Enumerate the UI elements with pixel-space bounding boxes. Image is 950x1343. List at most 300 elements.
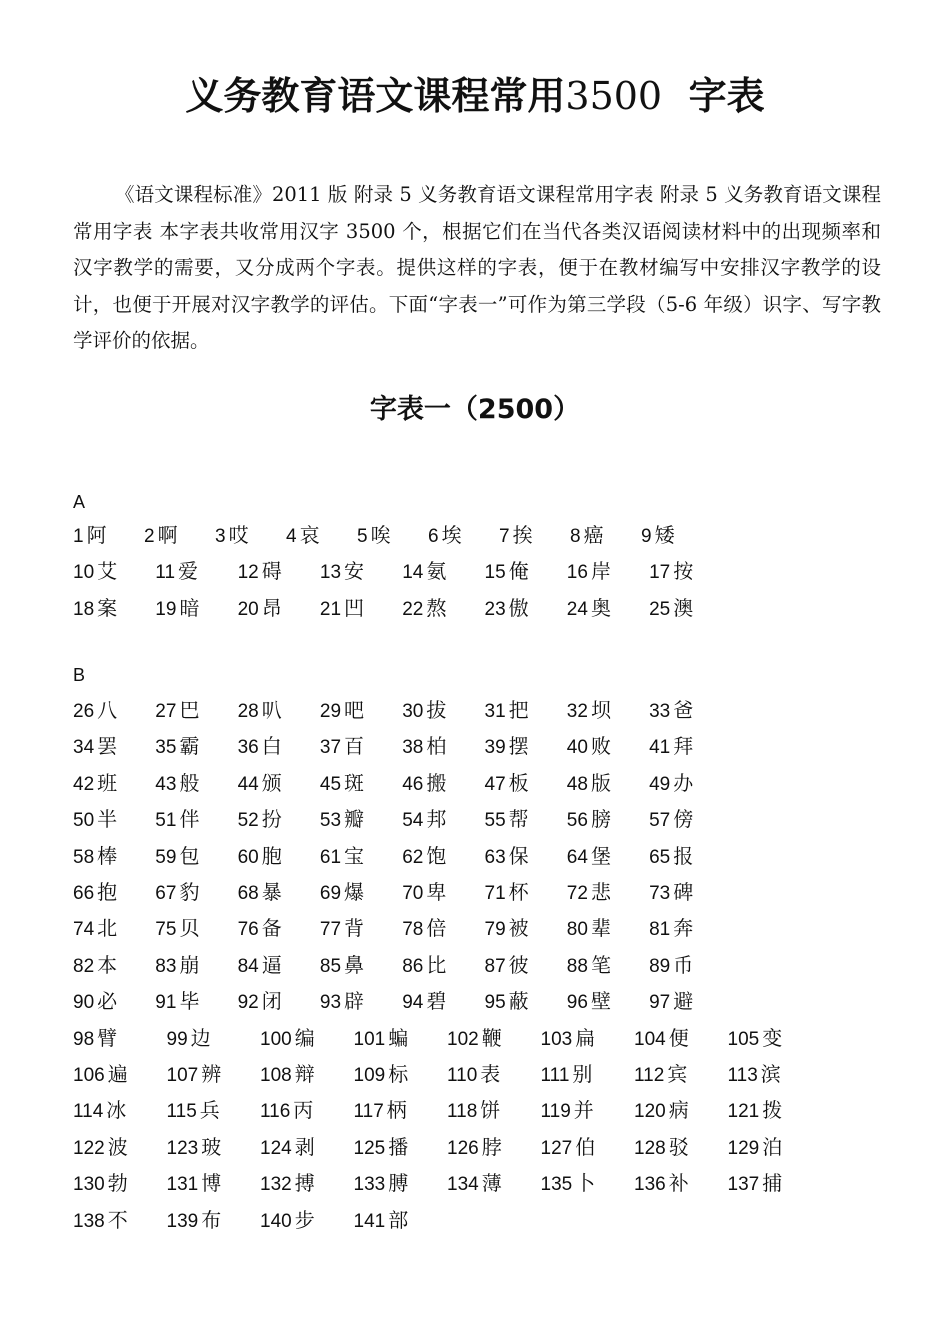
entry-number: 36	[237, 737, 259, 759]
entry-character: 辩	[294, 1062, 315, 1086]
entry-number: 109	[353, 1065, 386, 1086]
entry-number: 13	[319, 562, 342, 584]
character-entry	[238, 913, 282, 945]
entry-number: 97	[649, 992, 671, 1014]
entry-character: 笔	[590, 952, 611, 977]
entry-number: 33	[649, 701, 671, 722]
entry-character: 凹	[344, 595, 365, 620]
entry-number: 1	[73, 526, 84, 547]
entry-character: 伴	[179, 807, 200, 832]
entry-number: 103	[540, 1028, 573, 1050]
character-entry	[73, 1132, 128, 1164]
entry-character: 贝	[179, 916, 200, 941]
entry-character: 饼	[480, 1098, 501, 1123]
entry-number: 31	[484, 701, 506, 722]
character-entry	[402, 804, 446, 836]
character-entry	[73, 841, 117, 873]
entry-character: 保	[508, 843, 529, 868]
entry-number: 7	[499, 526, 510, 547]
entry-character: 摆	[508, 734, 529, 759]
entry-character: 叭	[261, 698, 282, 722]
entry-character: 不	[107, 1207, 128, 1232]
entry-character: 壁	[590, 989, 611, 1014]
character-entry	[155, 695, 199, 727]
character-entry	[238, 556, 282, 588]
entry-number: 44	[237, 773, 259, 795]
entry-character: 吧	[344, 698, 365, 722]
entry-character: 暴	[261, 880, 282, 904]
character-entry	[320, 768, 364, 800]
section-letter-b: B	[73, 665, 86, 685]
character-entry	[73, 1205, 128, 1237]
entry-character: 搏	[294, 1171, 315, 1196]
character-entry	[634, 1168, 689, 1200]
entry-number: 21	[319, 598, 342, 620]
entry-number: 125	[353, 1137, 386, 1159]
entry-number: 126	[447, 1137, 479, 1159]
entry-character: 便	[668, 1025, 689, 1050]
entry-character: 爆	[344, 880, 365, 904]
character-entry	[238, 593, 282, 625]
character-entry	[649, 804, 693, 836]
entry-number: 95	[484, 992, 506, 1014]
character-entry	[649, 986, 693, 1018]
entry-number: 23	[484, 598, 506, 620]
entry-character: 勃	[107, 1171, 128, 1196]
entry-character: 步	[294, 1207, 315, 1232]
character-entry	[402, 556, 446, 588]
character-entry	[728, 1095, 783, 1127]
character-entry	[320, 731, 364, 763]
character-entry	[485, 804, 529, 836]
character-entry	[238, 986, 282, 1018]
entry-number: 16	[566, 562, 588, 584]
entry-number: 49	[649, 773, 671, 795]
character-entry	[155, 593, 199, 625]
character-entry	[260, 1132, 315, 1164]
character-entry	[634, 1023, 689, 1055]
entry-number: 101	[353, 1028, 386, 1050]
entry-character: 胞	[261, 843, 282, 868]
entry-character: 波	[107, 1134, 128, 1159]
character-entry	[354, 1205, 409, 1237]
entry-character: 霸	[179, 734, 200, 759]
character-entry	[485, 986, 529, 1018]
entry-number: 41	[649, 737, 671, 759]
character-entry	[485, 768, 529, 800]
entry-number: 48	[566, 773, 588, 795]
character-entry	[649, 913, 693, 945]
entry-number: 124	[260, 1137, 292, 1159]
entry-number: 89	[649, 955, 671, 977]
character-entry	[567, 913, 611, 945]
entry-character: 瓣	[344, 807, 365, 832]
entry-character: 奔	[673, 916, 694, 941]
entry-number: 130	[73, 1174, 105, 1196]
character-entry	[567, 986, 611, 1018]
entry-character: 抱	[97, 880, 118, 904]
entry-number: 9	[641, 526, 652, 547]
entry-character: 安	[344, 559, 365, 584]
entry-character: 氨	[426, 559, 447, 584]
entry-character: 备	[261, 916, 282, 941]
entry-number: 80	[566, 919, 588, 941]
entry-number: 141	[353, 1210, 386, 1232]
character-entry	[320, 695, 364, 727]
entry-number: 34	[73, 737, 95, 759]
character-entry	[567, 731, 611, 763]
entry-number: 56	[566, 810, 588, 832]
entry-number: 20	[237, 598, 259, 620]
entry-number: 133	[353, 1174, 386, 1196]
entry-number: 129	[727, 1137, 760, 1159]
entry-number: 62	[402, 846, 424, 868]
character-entry	[485, 556, 529, 588]
character-entry	[155, 841, 199, 873]
character-entry	[320, 804, 364, 836]
entry-number: 65	[649, 846, 671, 868]
character-entry	[485, 695, 529, 727]
entry-number: 8	[570, 526, 581, 547]
entry-number: 35	[155, 737, 177, 759]
entry-character: 邦	[426, 807, 447, 832]
entry-character: 碑	[673, 880, 694, 904]
entry-number: 63	[484, 846, 506, 868]
character-entry	[541, 1095, 594, 1127]
entry-character: 阿	[86, 523, 107, 547]
entry-number: 128	[634, 1137, 666, 1159]
entry-number: 51	[155, 810, 177, 832]
entry-character: 饱	[426, 843, 447, 868]
entry-character: 薄	[481, 1171, 502, 1196]
entry-number: 47	[484, 773, 506, 795]
entry-number: 4	[286, 526, 297, 547]
entry-character: 办	[673, 770, 694, 795]
entry-number: 119	[540, 1101, 571, 1123]
entry-character: 卜	[575, 1171, 596, 1196]
entry-character: 闭	[261, 989, 282, 1014]
entry-number: 24	[566, 598, 588, 620]
entry-number: 61	[319, 846, 342, 868]
character-entry	[167, 1205, 222, 1237]
entry-character: 爸	[673, 698, 694, 722]
entry-number: 102	[447, 1028, 479, 1050]
character-entry	[320, 593, 364, 625]
character-entry	[260, 1168, 315, 1200]
entry-character: 斑	[344, 770, 365, 795]
character-entry	[73, 556, 117, 588]
character-entry	[73, 593, 117, 625]
character-entry	[73, 950, 117, 982]
entry-number: 81	[649, 919, 671, 941]
entry-character: 暗	[179, 595, 200, 620]
character-entry	[354, 1059, 409, 1091]
entry-number: 105	[727, 1028, 760, 1050]
entry-number: 71	[484, 883, 506, 904]
entry-number: 87	[484, 955, 506, 977]
entry-number: 57	[649, 810, 671, 832]
character-entry	[155, 986, 199, 1018]
entry-number: 106	[73, 1065, 105, 1086]
entry-character: 挨	[512, 523, 533, 547]
entry-number: 42	[73, 773, 95, 795]
character-entry	[73, 1059, 128, 1091]
character-entry	[286, 520, 320, 552]
entry-character: 搬	[426, 770, 447, 795]
entry-character: 癌	[583, 523, 604, 547]
character-entry	[155, 877, 199, 909]
character-entry	[238, 768, 282, 800]
character-entry	[73, 1095, 126, 1127]
entry-number: 39	[484, 737, 506, 759]
entry-character: 脖	[481, 1134, 502, 1159]
entry-character: 百	[344, 734, 365, 759]
character-entry	[541, 1132, 596, 1164]
entry-number: 93	[319, 992, 342, 1014]
entry-character: 拜	[673, 734, 694, 759]
character-entry	[649, 768, 693, 800]
character-entry	[238, 804, 282, 836]
entry-character: 蔽	[508, 989, 529, 1014]
character-entry	[73, 1023, 117, 1055]
character-entry	[167, 1023, 211, 1055]
entry-character: 岸	[590, 559, 611, 584]
entry-character: 昂	[261, 595, 282, 620]
character-entry	[238, 695, 282, 727]
entry-character: 病	[668, 1098, 689, 1123]
entry-number: 28	[237, 701, 259, 722]
entry-number: 83	[155, 955, 177, 977]
entry-number: 25	[649, 598, 671, 620]
entry-number: 98	[73, 1028, 95, 1050]
entry-character: 傍	[673, 807, 694, 832]
character-entry	[155, 913, 199, 945]
entry-character: 颁	[261, 770, 282, 795]
entry-number: 67	[155, 883, 177, 904]
entry-character: 把	[508, 698, 529, 722]
entry-character: 别	[572, 1062, 593, 1086]
entry-character: 臂	[97, 1025, 118, 1050]
entry-number: 117	[353, 1101, 384, 1123]
character-entry	[447, 1132, 502, 1164]
entry-character: 并	[573, 1098, 594, 1123]
character-entry	[567, 804, 611, 836]
entry-number: 138	[73, 1210, 105, 1232]
entry-character: 背	[344, 916, 365, 941]
character-entry	[402, 768, 446, 800]
entry-number: 135	[540, 1174, 573, 1196]
entry-number: 3	[215, 526, 226, 547]
character-entry	[634, 1059, 687, 1091]
character-entry	[570, 520, 604, 552]
character-entry	[485, 913, 529, 945]
entry-character: 表	[480, 1062, 501, 1086]
character-entry	[641, 520, 675, 552]
character-entry	[485, 593, 529, 625]
entry-character: 哎	[228, 523, 249, 547]
entry-number: 29	[319, 701, 342, 722]
entry-character: 玻	[201, 1134, 222, 1159]
entry-number: 132	[260, 1174, 292, 1196]
entry-number: 30	[402, 701, 424, 722]
document-title	[0, 68, 950, 124]
character-entry	[260, 1205, 315, 1237]
entry-character: 必	[97, 989, 118, 1014]
character-entry	[73, 695, 117, 727]
character-entry	[238, 877, 282, 909]
entry-number: 86	[402, 955, 424, 977]
entry-character: 熬	[426, 595, 447, 620]
entry-character: 剥	[294, 1134, 315, 1159]
entry-character: 博	[201, 1171, 222, 1196]
entry-character: 标	[388, 1062, 409, 1086]
character-entry	[428, 520, 462, 552]
entry-number: 19	[155, 598, 177, 620]
character-entry	[728, 1023, 783, 1055]
entry-character: 半	[97, 807, 118, 832]
entry-number: 120	[634, 1101, 666, 1123]
entry-number: 104	[634, 1028, 666, 1050]
entry-character: 艾	[97, 559, 118, 584]
character-entry	[155, 556, 198, 588]
entry-number: 17	[649, 562, 671, 584]
character-entry	[402, 950, 446, 982]
character-entry	[354, 1095, 407, 1127]
entry-number: 2	[144, 526, 155, 547]
entry-character: 案	[97, 595, 118, 620]
entry-number: 72	[566, 883, 588, 904]
character-entry	[320, 950, 364, 982]
entry-number: 115	[166, 1101, 197, 1123]
entry-character: 杯	[508, 880, 529, 904]
entry-number: 70	[402, 883, 424, 904]
entry-number: 107	[166, 1065, 199, 1086]
entry-character: 板	[508, 770, 529, 795]
entry-character: 膊	[388, 1171, 409, 1196]
entry-character: 编	[294, 1025, 315, 1050]
entry-character: 矮	[654, 523, 675, 547]
title-number: 3500	[565, 74, 663, 118]
character-entry	[567, 950, 611, 982]
entry-character: 捕	[762, 1171, 783, 1196]
entry-character: 丙	[293, 1098, 314, 1123]
entry-character: 伯	[575, 1134, 596, 1159]
entry-number: 66	[73, 883, 95, 904]
character-entry	[260, 1095, 313, 1127]
character-entry	[402, 877, 446, 909]
character-entry	[447, 1059, 500, 1091]
character-entry	[499, 520, 533, 552]
entry-number: 11	[155, 562, 176, 584]
entry-number: 14	[402, 562, 424, 584]
entry-number: 94	[402, 992, 424, 1014]
character-entry	[73, 804, 117, 836]
character-entry	[320, 986, 364, 1018]
character-entry	[73, 1168, 128, 1200]
entry-character: 驳	[668, 1134, 689, 1159]
entry-number: 79	[484, 919, 506, 941]
entry-number: 74	[73, 919, 95, 941]
character-entry	[567, 877, 611, 909]
entry-character: 帮	[508, 807, 529, 832]
entry-number: 27	[155, 701, 177, 722]
entry-character: 泊	[762, 1134, 783, 1159]
entry-number: 113	[727, 1065, 758, 1086]
table-title: 字表一（2500）	[369, 394, 581, 425]
title-suffix: 字表	[688, 74, 765, 118]
entry-number: 96	[566, 992, 588, 1014]
character-entry	[320, 841, 364, 873]
character-entry	[167, 1095, 220, 1127]
character-entry	[167, 1132, 222, 1164]
entry-character: 遍	[107, 1062, 128, 1086]
entry-number: 127	[540, 1137, 573, 1159]
character-entry	[238, 950, 282, 982]
character-entry	[728, 1132, 783, 1164]
entry-character: 变	[762, 1025, 783, 1050]
entry-character: 辈	[590, 916, 611, 941]
entry-number: 110	[447, 1065, 478, 1086]
entry-number: 116	[260, 1101, 291, 1123]
character-entry	[567, 695, 611, 727]
entry-number: 53	[319, 810, 342, 832]
character-entry	[144, 520, 178, 552]
entry-number: 112	[634, 1065, 665, 1086]
character-entry	[155, 731, 199, 763]
character-entry	[541, 1168, 596, 1200]
character-entry	[357, 520, 391, 552]
entry-number: 32	[566, 701, 588, 722]
entry-number: 45	[319, 773, 342, 795]
entry-number: 91	[155, 992, 177, 1014]
entry-number: 134	[447, 1174, 479, 1196]
intro-paragraph: 《语文课程标准》2011 版 附录 5 义务教育语文课程常用字表 附录 5 义务教育语文课程常用字表 本字表共收常用汉字 3500 个，根据它们在当代各类汉语阅读材料中的出现频率和汉字教学的需要，又分成两个字表。提供这样的字表，便于在教材编写中安排汉字教学的设计，也便于开展对汉字教学的评估。下面“字表一”可作为第三学段（5-6 年级）识字、写字教学评价的依据。	[73, 183, 881, 352]
entry-number: 40	[566, 737, 588, 759]
entry-character: 报	[673, 843, 694, 868]
character-entry	[649, 950, 693, 982]
entry-character: 膀	[590, 807, 611, 832]
character-entry	[541, 1023, 596, 1055]
character-entry	[73, 877, 117, 909]
entry-character: 部	[388, 1207, 409, 1232]
character-entry	[354, 1168, 409, 1200]
entry-character: 边	[190, 1025, 211, 1050]
entry-number: 92	[237, 992, 259, 1014]
entry-number: 139	[166, 1210, 199, 1232]
entry-character: 倍	[426, 916, 447, 941]
entry-number: 122	[73, 1137, 105, 1159]
character-entry	[238, 731, 282, 763]
entry-number: 76	[237, 919, 259, 941]
entry-number: 99	[166, 1028, 188, 1050]
entry-number: 58	[73, 846, 95, 868]
character-entry	[402, 986, 446, 1018]
character-entry	[485, 950, 529, 982]
entry-number: 26	[73, 701, 95, 722]
entry-character: 补	[668, 1171, 689, 1196]
entry-number: 108	[260, 1065, 292, 1086]
character-entry	[155, 804, 199, 836]
entry-number: 111	[540, 1065, 570, 1086]
entry-number: 121	[727, 1101, 760, 1123]
character-entry	[320, 877, 364, 909]
entry-number: 10	[73, 562, 95, 584]
entry-character: 币	[673, 952, 694, 977]
entry-number: 15	[484, 562, 506, 584]
character-entry	[354, 1023, 409, 1055]
character-entry	[447, 1168, 502, 1200]
entry-character: 宝	[344, 843, 365, 868]
